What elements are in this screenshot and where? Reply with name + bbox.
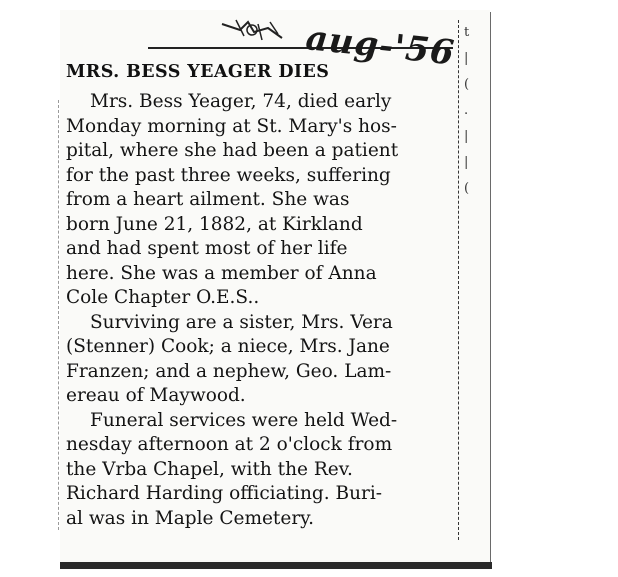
paragraph-survivors: Surviving are a sister, Mrs. Vera (Stenner) Cook; a niece, Mrs. Jane Franzen; and a nephew, Geo. Lam- ereau of Maywood. xyxy=(66,311,393,406)
headline: MRS. BESS YEAGER DIES xyxy=(66,62,330,82)
article-body xyxy=(66,90,454,531)
handwritten-date: aug-'56 xyxy=(303,18,457,74)
paragraph-death-notice: Mrs. Bess Yeager, 74, died early Monday morning at St. Mary's hos- pital, where she had been a patient for the past three weeks, suffering from a heart ailment. She was born June 21, 1882, at Kirkland and had spent most of her life here. She was a member of Anna Cole Chapter O.E.S.. xyxy=(66,91,399,308)
column-divider xyxy=(458,20,459,540)
bottom-rule xyxy=(60,562,492,569)
adjacent-column-fragments: t | ( . | | ( xyxy=(464,25,470,196)
stamp-scribble-icon xyxy=(218,16,290,46)
stamp-mark xyxy=(218,16,290,51)
clipping-left-edge xyxy=(58,100,60,530)
paragraph-funeral: Funeral services were held Wed- nesday afternoon at 2 o'clock from the Vrba Chapel, with the Rev. Richard Harding officiating. Buri- al was in Maple Cemetery. xyxy=(66,409,398,529)
clipping-right-edge xyxy=(490,12,491,564)
